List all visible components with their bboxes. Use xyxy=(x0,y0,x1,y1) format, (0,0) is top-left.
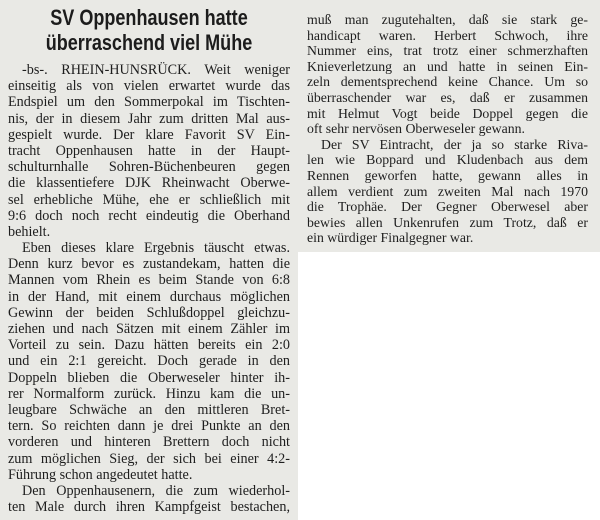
text-line: und ein 2:1 gereicht. Doch gerade in den xyxy=(8,353,290,370)
text-line: Der SV Eintracht, der ja so starke Riva- xyxy=(321,136,588,152)
text-line: zum möglichen Sieg, der sich bei einer 4:2- xyxy=(8,450,290,467)
headline-line: überraschend viel Mühe xyxy=(45,30,253,55)
text-line: Nummer eins, trat trotz einer schmerzhaften xyxy=(307,43,588,59)
text-line: die klassentiefere DJK Rheinwacht Oberwe- xyxy=(8,175,290,192)
text-line: Denn kurz bevor es zustandekam, hatten die xyxy=(8,256,290,273)
text-line: Eben dieses klare Ergebnis täuscht etwas. xyxy=(22,240,290,257)
text-line: Gewinn der beiden Schlußdoppel gleichzu- xyxy=(8,304,290,321)
text-line: len wie Boppard und Kludenbach aus dem xyxy=(307,152,588,168)
text-line: handicapt waren. Herbert Schwoch, ihre xyxy=(307,27,588,43)
text-line: Endspiel um den Sommerpokal im Tischten- xyxy=(8,94,290,111)
text-line: ziehen und nach Sätzen mit einem Zähler im xyxy=(8,321,290,337)
text-line: in der Hand, mit einem durchaus möglichen xyxy=(8,288,290,305)
text-line: behielt. xyxy=(8,223,51,240)
text-line: rer Normalform zurück. Hinzu kam die un- xyxy=(8,385,290,402)
text-line: Führung schon angedeutet hatte. xyxy=(8,466,193,483)
text-line: Knieverletzung an und hatte in seinen Ein- xyxy=(307,58,588,74)
text-line: die Trophäe. Der Gegner Oberwesel aber xyxy=(307,199,588,215)
text-line: ein würdiger Finalgegner war. xyxy=(307,230,474,246)
text-line: tern. So reichten dann je drei Punkte an den xyxy=(8,418,290,435)
text-line: zeln dementsprechend keine Chance. Um so xyxy=(307,74,588,90)
text-line: leugbare Schwäche an den mittleren Bret- xyxy=(8,401,290,418)
text-line: oft sehr nervösen Oberweseler gewann. xyxy=(307,121,525,137)
text-line: ten Male durch ihren Kampfgeist bestachen, xyxy=(8,499,290,516)
text-line: sel erhebliche Mühe, ehe er schließlich mit xyxy=(8,191,290,208)
article-headline xyxy=(0,5,298,55)
text-line: 9:6 doch noch recht eindeutig die Oberhand xyxy=(8,207,290,224)
text-line: Den Oppenhausenern, die zum wiederhol- xyxy=(22,482,290,499)
text-line: -bs-. RHEIN-HUNSRÜCK. Weit weniger xyxy=(22,62,290,78)
text-line: überraschender war es, daß er zusammen xyxy=(307,89,588,105)
text-line: schulturnhalle Sohren-Büchenbeuren gegen xyxy=(8,159,290,176)
text-line: allem verdient zum zweiten Mal nach 1970 xyxy=(307,183,588,199)
text-line: Doppeln blieben die Oberweseler hinter ih- xyxy=(8,369,290,386)
text-line: mit Helmut Vogt beide Doppel gegen die xyxy=(307,105,588,121)
text-line: gespielt wurde. Der klare Favorit SV Ein- xyxy=(8,126,290,143)
text-line: Rennen geworfen hatte, gewann alles in xyxy=(307,167,588,183)
text-line: bewies allen Unkenrufen zum Trotz, daß er xyxy=(307,214,588,230)
article-body-right-column xyxy=(307,12,588,246)
text-line: nis, der in diesem Jahr zum dritten Mal aus- xyxy=(8,110,290,127)
text-line: Mannen vom Rhein es beim Stande von 6:8 xyxy=(8,272,290,289)
text-line: Vorteil zu sein. Dazu hätten bereits ein 2:0 xyxy=(8,337,290,354)
text-line: tracht Oppenhausen hatte in der Haupt- xyxy=(8,142,290,159)
text-line: muß man zugutehalten, daß sie stark ge- xyxy=(307,12,588,27)
text-line: einseitig als von vielen erwartet wurde das xyxy=(8,78,290,95)
headline-line: SV Oppenhausen hatte xyxy=(50,5,248,30)
article-body-left-column xyxy=(8,62,290,515)
text-line: vorderen und hinteren Brettern doch nicht xyxy=(8,434,290,451)
